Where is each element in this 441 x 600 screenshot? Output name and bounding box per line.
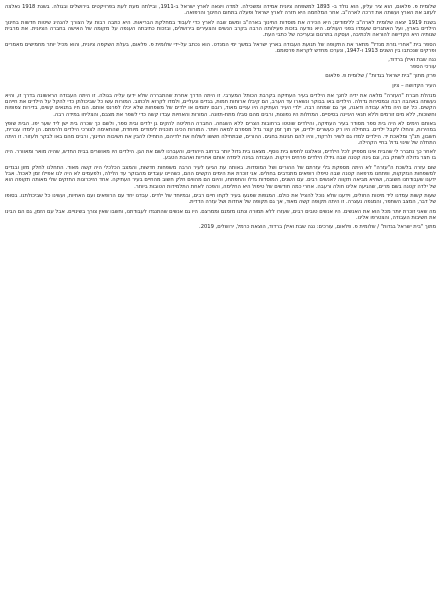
section-title: העיר הקדושה – ציון: [392, 83, 436, 90]
intro-paragraph: שלומית פ. פלאום, הוא ציר עליון, הוא נולד ב- 1893 למשפחה ציונית אמידה ומשכילה. למדה ויצאה לארץ ישראל ב-1911, ובילתה מעת לעת בפרויקטים בירושלים ובגולה. בשנת 1918 נאלצה לעזוב את הארץ ועשתה את דרכה לארה"ב. אחר המלחמה היא חזרה לארץ ישראל ופעלה בתחום החינוך והרפואה.: [5, 4, 437, 17]
editor-signoff: נגה שבת ואילן ברדוד,: [388, 57, 436, 64]
body-paragraph: שעות קשות עמדנו ליד מיטות החולים, וידענו שלא נוכל להציל את כולם. המגפות שפגעו בעיר לקחו חיים רבים, ובמיוחד של ילדים. עבדנו יחד עם הרופאים ועם האחיות, ועשינו כל שביכולתנו. בסופו של דבר, המצב השתפר, והמגפה נעצרה. זו היתה תקופה קשה מאוד, אך גם תקופה של אחדות ושל עזרה הדדית.: [5, 193, 436, 206]
body-paragraph: בשנת 1919 יצאה שלומית לארה"ב ללימודים; היא הכירה את מוסדות החינוך בארה"ב ומשם שבה לארץ כדי לעבוד במחלקת הבריאות. היא כתבה רבות על הצורך להנהיג שיטות חדשות בחינוך הילדים בארץ, ועל האתגרים שעמדו בפני העולים. היא נודעה בזכות פעילותה הרבה בקרב הנשים והצעירים בירושלים, ובזכות כתיבתה הענפה על מקומה של האישה בחברה הציונית. את מרבית שנותיה היא הקדישה להוראה ולכתיבה, ועסקה בתרגום ובעריכה של כתבי העת.: [5, 19, 436, 39]
chapter-source-line: פרק מתוך "בית ישראל בגדות" / שלומית פ. פלאום: [325, 73, 436, 80]
body-paragraph: באותם הימים לא היה בית ספר מסודר בעיר העתיקה, והילדים שוטטו ברחובות הצרים ללא השגחה. החברה החליטה להקים גן ילדים ובית ספר, ולשם כך שכרה בית ישן ליד שער יפו. הבית שופץ במהירות, והחלו לקבל ילדים. בתחילה היו רק כעשרים ילדים, אך תוך זמן קצר גדל מספרם למאה ויותר. המורות הכינו תוכנית לימודים מיוחדת, שהתאימה לצורכי הילדים ולרמתם. הן לימדו עברית, חשבון, תנ"ך ומלאכת יד. הילדים למדו גם לשיר ולרקוד, והיו להם חגיגות בחגים. ההורים, שבתחילה חששו לשלוח את ילדיהם, התחילו להבין את חשיבות החינוך, ורבים מהם באו לבקר ולעזור. זו היתה התחלה של שינוי גדול בחיי הקהילה.: [5, 121, 436, 146]
editor-signoff-role: עורכי הספר: [409, 63, 436, 70]
source-credit: מתוך "בית ישראל בגדות" / שלומית פ. פלאום, עורכים: נגה שבת ואילן ברדוד, הוצאת כרמל, ירושלים, 2019.: [199, 224, 436, 231]
body-paragraph: מה שאני זוכרת יותר מכל הוא את האנשים. היו אנשים טובים רבים, שעזרו ללא תמורה ונתנו מזמנם וממרצם. היו גם אנשים שהתנגדו לעבודתנו, וחשבו שאין צורך בשינויים. אבל עם הזמן, גם הם הבינו את חשיבות העבודה, והצטרפו אלינו.: [5, 208, 436, 221]
body-paragraph: הספר בית "אחרי גזרת מנדל" מתאר את התקופה של תנועת העבודה בארץ ישראל במשך ימי המנדט. הוא נכתב על-ידי שלומית פ. פלאום, בעלת השקפה ציונית, והוא מכיל יותר מחמישים מאמרים ופרקים שנכתבו בין השנים 1913 ו-1947, ונערכו מחדש לקראת פרסומם.: [5, 41, 436, 54]
body-paragraph: שום עזרה בלשכת ה"עזרה" לא היתה מספקת בלי עזרתם של ההורים ושל המוסדות. באותה עת הגיעו לעיר הרבה משפחות חדשות, והמצב הכלכלי היה קשה מאוד. התחלנו לחלק מזון ובגדים למשפחות הנזקקות, ופתחנו מרפאה קטנה שבה טיפלו רופאים מתנדבים בחולים. אני זוכרת את הימים הקשים ההם, כשהיינו עובדים מהבוקר עד הלילה, ולפעמים לא היה לנו אפילו זמן לאכול. אבל ידענו שעבודתנו חשובה, ושהיא מביאה תקווה לאנשים רבים. עם השנים, המוסדות גדלו והתפתחו, והיום הם מהווים חלק חשוב מהחיים בעיר העתיקה. אחד הזיכרונות החזקים שלי מאותה תקופה הוא של ילדה קטנה בשם מרים, שהגיעה אלינו חולה ורעבה. אחרי כמה חודשים של טיפול היא החלימה, והפכה לאחת התלמידות הטובות ביותר.: [5, 164, 436, 190]
body-paragraph: מנהלת חברת "העזרה" מלאה את ידיה לחנך את הילדים בעיר העתיקה בקרבת הכותל המערבי. זו היתה הדרך אחרת שהתבררה שלא ידעו עליה בגולה. זו היתה העבודה הראשונה בדרך זו, והיא נעשתה באהבה רבה ובמסירות גדולה. הילדים באו בבוקר ונשארו עד הערב, הם קיבלו ארוחות חמות, בגדים ונעליים, ולמדו לקרוא ולכתוב. המורות עשו כל שביכולתן כדי להקל על הילדים את חייהם הקשים. כל יום היה מלא עבודה ודאגה, אך גם שמחה רבה. ילדי העיר העתיקה היו עניים מאוד, רובם יתומים או ילדים של משפחות שלא יכלו לפרנס אותם. הם חיו בתנאים קשים, בדירות צפופות וחשוכות, ללא מים זורמים וללא תנאי היגיינה בסיסיים. המחלות היו נפוצות, ורבים מהם סבלו מתת-תזונה. המורות והאחיות עבדו קשה כדי לשפר את מצבם, והצליחו במידה רבה.: [5, 92, 436, 118]
body-paragraph: לאחר כך נתברר לי שהבית אינו מספיק לכל הילדים, ונאלצנו לחפש בית נוסף. מצאנו בית גדול יותר ברחוב היהודים, והעברנו לשם את הגן. הילדים היו מאושרים בבית החדש, שהיה מואר ומאוורר. היה בו חצר גדולה לשחק בה, וגם גינה קטנה שבה גידלו הילדים פרחים וירקות. העבודה בגינה לימדה אותם אחריות ואהבת הטבע.: [5, 149, 436, 162]
